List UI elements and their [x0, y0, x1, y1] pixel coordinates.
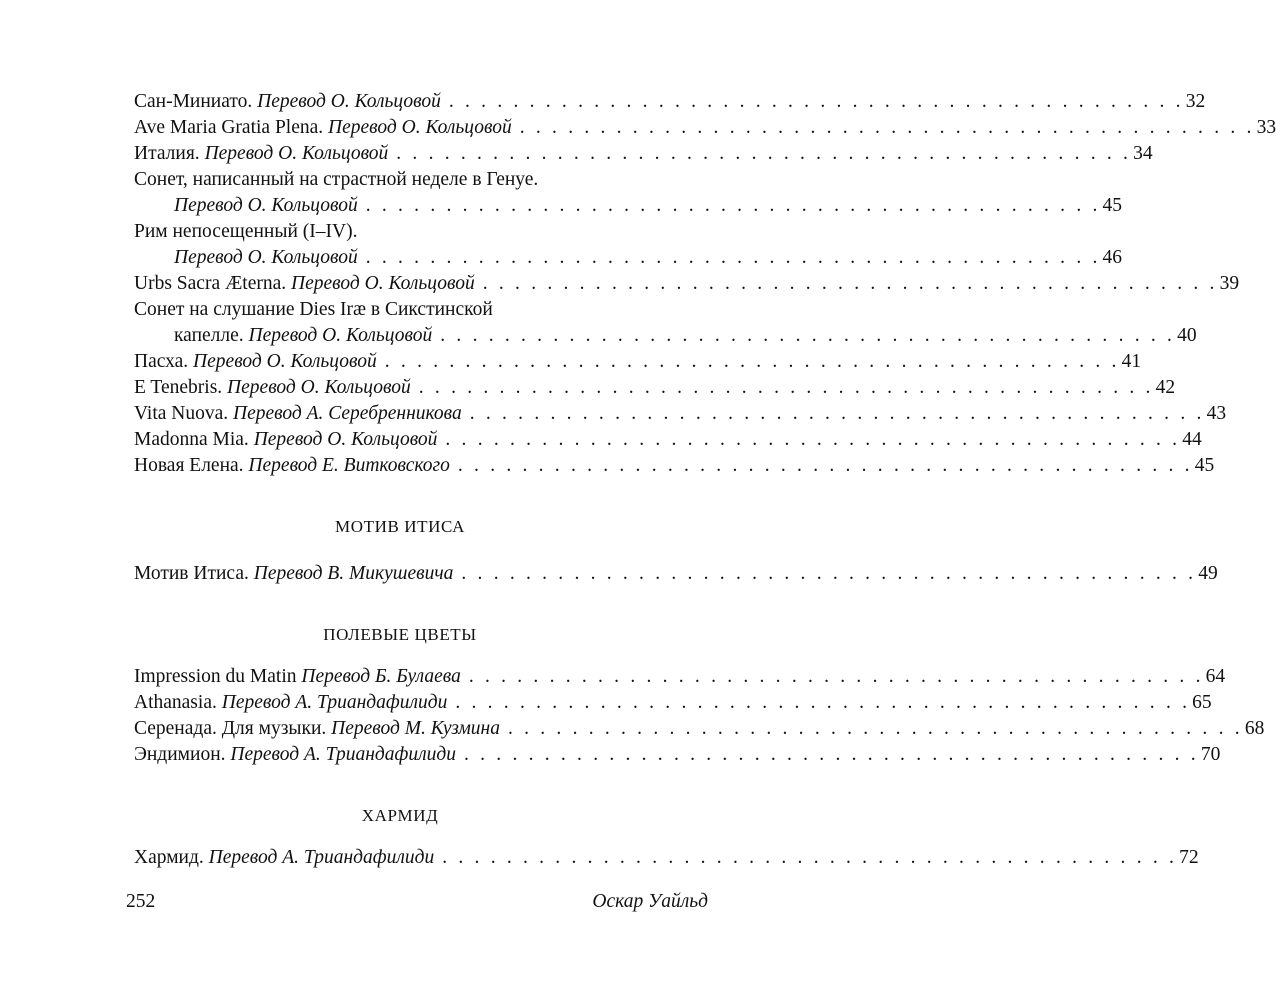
toc-entry — [134, 271, 1240, 297]
entry-page: 70 — [1200, 744, 1221, 765]
entry-title: Сан-Миниато. — [134, 91, 253, 112]
entry-page: 46 — [1102, 247, 1123, 268]
leader-dots: . . . . . . . . . . . . . . . . . . . . . . . . . . . . . . . . . . . . . . . . . . . . . . — [445, 429, 1181, 450]
entry-page: 45 — [1102, 195, 1123, 216]
entry-page: 65 — [1192, 692, 1212, 713]
running-footer-author: Оскар Уайльд — [592, 891, 708, 912]
page-number: 252 — [126, 891, 156, 912]
leader-dots: . . . . . . . . . . . . . . . . . . . . . . . . . . . . . . . . . . . . . . . . . . . . . . — [519, 117, 1255, 138]
entry-page: 40 — [1177, 325, 1197, 346]
entry-title: Urbs Sacra Æterna. — [134, 273, 287, 294]
entry-translator: Перевод А. Триандафилиди — [208, 847, 435, 868]
entry-title-line: Рим непосещенный (I–IV). — [134, 221, 358, 242]
leader-dots: . . . . . . . . . . . . . . . . . . . . . . . . . . . . . . . . . . . . . . . . . . . . . . — [469, 403, 1205, 424]
entry-translator: Перевод О. Кольцовой — [174, 247, 358, 268]
entry-title: Новая Елена. — [134, 455, 244, 476]
leader-dots: . . . . . . . . . . . . . . . . . . . . . . . . . . . . . . . . . . . . . . . . . . . . . . — [468, 666, 1204, 687]
toc-entry — [134, 89, 1206, 115]
leader-dots: . . . . . . . . . . . . . . . . . . . . . . . . . . . . . . . . . . . . . . . . . . . . . . — [461, 563, 1197, 584]
entry-page: 32 — [1185, 91, 1206, 112]
toc-entry — [134, 453, 1215, 479]
entry-title: Мотив Итиса. — [134, 563, 249, 584]
entry-title: Италия. — [134, 143, 200, 164]
leader-dots: . . . . . . . . . . . . . . . . . . . . . . . . . . . . . . . . . . . . . . . . . . . . . . — [482, 273, 1218, 294]
toc-entry — [134, 115, 1276, 141]
section-heading: ПОЛЕВЫЕ ЦВЕТЫ — [323, 625, 477, 644]
entry-page: 43 — [1206, 403, 1227, 424]
toc-entry — [134, 349, 1142, 375]
entry-page: 72 — [1179, 847, 1199, 868]
entry-title-line: Сонет на слушание Dies Iræ в Сикстинской — [134, 299, 493, 320]
entry-page: 42 — [1155, 377, 1176, 398]
entry-title: E Tenebris. — [134, 377, 223, 398]
leader-dots: . . . . . . . . . . . . . . . . . . . . . . . . . . . . . . . . . . . . . . . . . . . . . . — [464, 744, 1199, 765]
entry-translator: Перевод О. Кольцовой — [328, 117, 512, 138]
entry-translator: Перевод В. Микушевича — [253, 563, 454, 584]
toc-entry — [134, 690, 1212, 716]
toc-entry — [134, 427, 1202, 453]
toc-entry — [134, 664, 1226, 690]
leader-dots: . . . . . . . . . . . . . . . . . . . . . . . . . . . . . . . . . . . . . . . . . . . . . . — [440, 325, 1176, 346]
entry-page: 41 — [1121, 351, 1142, 372]
entry-translator: Перевод А. Триандафилиди — [230, 744, 456, 765]
toc-entry — [134, 193, 1123, 219]
entry-translator: Перевод Б. Булаева — [301, 666, 461, 687]
section-heading: ХАРМИД — [361, 806, 439, 825]
entry-translator: Перевод О. Кольцовой — [248, 325, 433, 346]
toc-entry — [134, 561, 1218, 587]
leader-dots: . . . . . . . . . . . . . . . . . . . . . . . . . . . . . . . . . . . . . . . . . . . . . . — [396, 143, 1132, 164]
leader-dots: . . . . . . . . . . . . . . . . . . . . . . . . . . . . . . . . . . . . . . . . . . . . . . — [507, 718, 1243, 739]
entry-title-line: Сонет, написанный на страстной неделе в Генуе. — [134, 169, 539, 190]
entry-title: Пасха. — [134, 351, 189, 372]
entry-translator: Перевод О. Кольцовой — [193, 351, 377, 372]
toc-entry — [134, 845, 1199, 871]
entry-translator: Перевод О. Кольцовой — [253, 429, 438, 450]
entry-page: 34 — [1133, 143, 1153, 164]
entry-page: 64 — [1205, 666, 1226, 687]
leader-dots: . . . . . . . . . . . . . . . . . . . . . . . . . . . . . . . . . . . . . . . . . . . . . . — [418, 377, 1154, 398]
entry-page: 68 — [1244, 718, 1265, 739]
toc-entry — [134, 375, 1176, 401]
entry-page: 33 — [1256, 117, 1276, 138]
entry-title: Ave Maria Gratia Plena. — [134, 117, 324, 138]
entry-translator: Перевод О. Кольцовой — [291, 273, 475, 294]
leader-dots: . . . . . . . . . . . . . . . . . . . . . . . . . . . . . . . . . . . . . . . . . . . . . . — [365, 195, 1101, 216]
section-heading: МОТИВ ИТИСА — [335, 517, 465, 536]
entry-translator: Перевод А. Триандафилиди — [221, 692, 448, 713]
leader-dots: . . . . . . . . . . . . . . . . . . . . . . . . . . . . . . . . . . . . . . . . . . . . . . — [457, 455, 1193, 476]
entry-title: Madonna Mia. — [134, 429, 249, 450]
entry-translator: Перевод А. Серебренникова — [233, 403, 462, 424]
leader-dots: . . . . . . . . . . . . . . . . . . . . . . . . . . . . . . . . . . . . . . . . . . . . . . — [384, 351, 1120, 372]
entry-translator: Перевод О. Кольцовой — [257, 91, 441, 112]
entry-translator: Перевод О. Кольцовой — [204, 143, 389, 164]
entry-translator: Перевод Е. Витковского — [248, 455, 450, 476]
entry-translator: Перевод М. Кузмина — [331, 718, 500, 739]
entry-page: 39 — [1219, 273, 1240, 294]
entry-translator: Перевод О. Кольцовой — [174, 195, 358, 216]
toc-entry — [134, 742, 1221, 768]
toc-entry — [134, 323, 1197, 349]
entry-translator: Перевод О. Кольцовой — [227, 377, 411, 398]
entry-page: 49 — [1198, 563, 1218, 584]
entry-title: Impression du Matin — [134, 666, 297, 687]
entry-page: 44 — [1182, 429, 1202, 450]
entry-title: Эндимион. — [134, 744, 226, 765]
toc-entry — [134, 716, 1265, 742]
toc-entry — [134, 401, 1227, 427]
toc-entry — [134, 245, 1123, 271]
entry-page: 45 — [1194, 455, 1215, 476]
leader-dots: . . . . . . . . . . . . . . . . . . . . . . . . . . . . . . . . . . . . . . . . . . . . . . — [455, 692, 1191, 713]
leader-dots: . . . . . . . . . . . . . . . . . . . . . . . . . . . . . . . . . . . . . . . . . . . . . . — [448, 91, 1184, 112]
leader-dots: . . . . . . . . . . . . . . . . . . . . . . . . . . . . . . . . . . . . . . . . . . . . . . — [442, 847, 1178, 868]
toc-entry — [134, 141, 1153, 167]
leader-dots: . . . . . . . . . . . . . . . . . . . . . . . . . . . . . . . . . . . . . . . . . . . . . . — [365, 247, 1101, 268]
entry-title: капелле. — [174, 325, 244, 346]
entry-title: Серенада. Для музыки. — [134, 718, 327, 739]
entry-title: Athanasia. — [134, 692, 217, 713]
entry-title: Хармид. — [134, 847, 204, 868]
entry-title: Vita Nuova. — [134, 403, 229, 424]
